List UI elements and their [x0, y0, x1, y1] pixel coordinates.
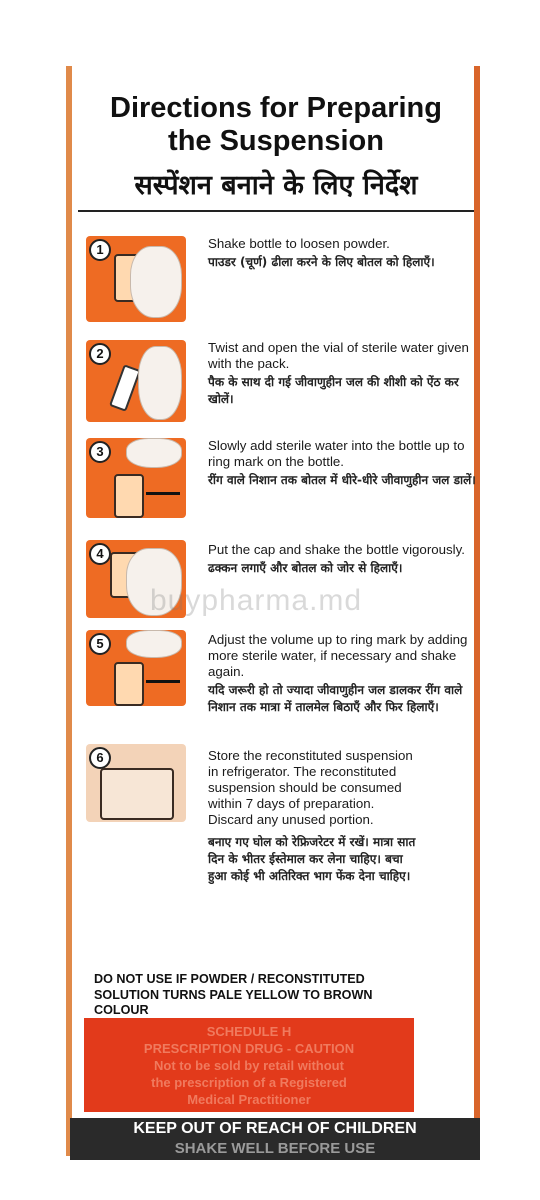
step-number: 5	[89, 633, 111, 655]
step-instruction-hi: ढक्कन लगाएँ और बोतल को जोर से हिलाएँ।	[208, 561, 403, 575]
step-instruction-hi: पाउडर (चूर्ण) ढीला करने के लिए बोतल को हिलाएँ।	[208, 255, 435, 269]
title-hindi: सस्पेंशन बनाने के लिए निर्देश	[134, 170, 418, 201]
package-edge-left	[66, 66, 72, 1156]
schedule-h-box	[84, 1018, 414, 1112]
title-line-2: the Suspension	[168, 125, 384, 157]
step-1-text	[208, 236, 476, 271]
hand-icon	[126, 438, 182, 468]
schedule-line-4: the prescription of a Registered	[151, 1075, 347, 1090]
step-instruction-hi: बनाए गए घोल को रेफ्रिजरेटर में रखें। मात्रा सात दिन के भीतर ईस्तेमाल कर लेना चाहिए। बचा हुआ कोई भी अतिरिक्त भाग फेंक देना चाहिए।	[208, 835, 416, 883]
step-1-illustration	[86, 236, 186, 322]
keep-away-text: KEEP OUT OF REACH OF CHILDREN	[133, 1120, 417, 1137]
arrow-icon	[146, 492, 180, 495]
title-line-1: Directions for Preparing	[110, 92, 442, 124]
step-instruction-en: Adjust the volume up to ring mark by adding more sterile water, if necessary and shake again.	[208, 632, 468, 679]
step-2-illustration	[86, 340, 186, 422]
warning-text: DO NOT USE IF POWDER / RECONSTITUTED SOLUTION TURNS PALE YELLOW TO BROWN COLOUR	[94, 972, 373, 1017]
title-divider	[78, 210, 474, 212]
schedule-line-5: Medical Practitioner	[187, 1092, 311, 1107]
schedule-line-3: Not to be sold by retail without	[154, 1058, 344, 1073]
vial-icon	[109, 364, 141, 412]
step-6-text	[208, 748, 422, 885]
arrow-icon	[146, 680, 180, 683]
package-edge-right	[474, 66, 480, 1126]
schedule-line-1: SCHEDULE H	[206, 1024, 292, 1039]
page-title	[80, 92, 472, 158]
step-number: 4	[89, 543, 111, 565]
shake-well-text: SHAKE WELL BEFORE USE	[174, 1140, 376, 1157]
step-number: 1	[89, 239, 111, 261]
hand-icon	[138, 346, 182, 420]
step-number: 6	[89, 747, 111, 769]
step-instruction-en: Store the reconstituted suspension in refrigerator. The reconstituted suspension should be consumed within 7 days of preparation. Discard any unused portion.	[208, 748, 413, 827]
step-instruction-hi: पैक के साथ दी गई जीवाणुहीन जल की शीशी को ऐंठ कर खोलें।	[208, 375, 459, 406]
step-3-text	[208, 438, 476, 489]
hand-icon	[130, 246, 182, 318]
step-4-text	[208, 542, 476, 577]
step-5-text	[208, 632, 476, 716]
step-3-illustration	[86, 438, 186, 518]
watermark: buypharma.md	[150, 584, 363, 617]
step-instruction-en: Twist and open the vial of sterile water given with the pack.	[208, 340, 469, 371]
step-5-illustration	[86, 630, 186, 706]
refrigerator-icon	[100, 768, 174, 820]
step-instruction-hi: रींग वाले निशान तक बोतल में धीरे-धीरे जीवाणुहीन जल डालें।	[208, 473, 476, 487]
step-2-text	[208, 340, 476, 408]
step-instruction-hi: यदि जरूरी हो तो ज्यादा जीवाणुहीन जल डालकर रींग वाले निशान तक मात्रा में तालमेल बिठाएँ और फिर हिलाएँ।	[208, 683, 463, 714]
step-instruction-en: Put the cap and shake the bottle vigorously.	[208, 542, 465, 557]
hand-icon	[126, 630, 182, 658]
step-number: 2	[89, 343, 111, 365]
step-number: 3	[89, 441, 111, 463]
bottle-icon	[114, 662, 144, 706]
bottle-icon	[114, 474, 144, 518]
step-6-illustration	[86, 744, 186, 822]
step-instruction-en: Shake bottle to loosen powder.	[208, 236, 390, 251]
step-instruction-en: Slowly add sterile water into the bottle up to ring mark on the bottle.	[208, 438, 465, 469]
schedule-line-2: PRESCRIPTION DRUG - CAUTION	[143, 1041, 355, 1056]
